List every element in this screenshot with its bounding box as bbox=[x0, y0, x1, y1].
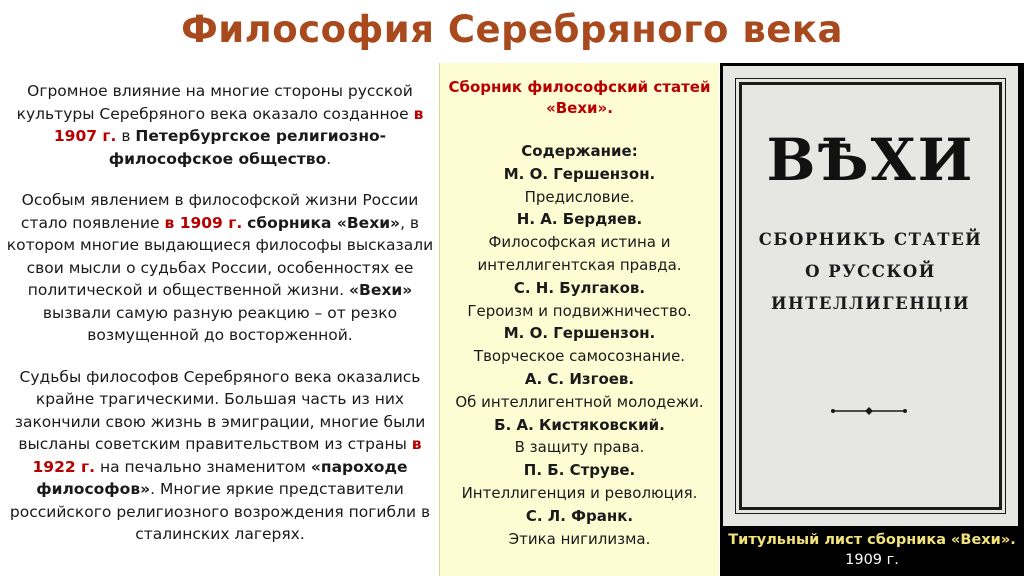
p2-text-1: Особым явлением в философской жизни России стало появление bbox=[20, 191, 419, 232]
p3-text-3: . Многие яркие представители российского религиозного возрождения погибли в сталинских лагерях. bbox=[9, 480, 431, 543]
contents-work: Героизм и подвижничество. bbox=[467, 301, 692, 320]
contents-list bbox=[440, 163, 719, 551]
cover-caption bbox=[720, 530, 1024, 570]
cover-subtitle-line: О РУССКОЙ bbox=[805, 262, 936, 281]
paragraph-2 bbox=[2, 189, 438, 347]
contents-work: Интеллигенция и революция. bbox=[461, 483, 698, 502]
p3-text-1: Судьбы философов Серебряного века оказались крайне трагическими. Большая часть из них закончили свою жизнь в эмиграции, многие были высланы советским правительством из страны bbox=[14, 367, 426, 453]
p2-text-3: , в котором многие выдающиеся философы высказали свои мысли о судьбах России, особенностях ее политической и общественной жизни. bbox=[6, 213, 434, 299]
contents-author: Б. А. Кистяковский. bbox=[494, 415, 665, 434]
contents-author: С. Л. Франк. bbox=[525, 506, 634, 525]
p2-collection-name: сборника «Вехи» bbox=[247, 213, 401, 232]
contents-heading: Сборник философский статей «Вехи». bbox=[448, 78, 711, 117]
cover-panel bbox=[720, 63, 1024, 576]
ornament-divider-icon bbox=[831, 407, 907, 415]
page-title: Философия Серебряного века bbox=[181, 8, 843, 51]
contents-author: А. С. Изгоев. bbox=[524, 369, 635, 388]
contents-work: В защиту права. bbox=[514, 438, 645, 457]
p3-steamer: «пароходе философов» bbox=[36, 457, 408, 498]
contents-work: Предисловие. bbox=[524, 187, 635, 206]
cover-subtitle-line: СБОРНИКЪ СТАТЕЙ bbox=[758, 230, 983, 249]
p3-text-2: на печально знаменитом bbox=[95, 457, 311, 476]
contents-work: Философская истина и интеллигентская правда. bbox=[477, 233, 682, 274]
cover-subtitle bbox=[723, 224, 1018, 320]
contents-label: Содержание: bbox=[521, 142, 638, 160]
contents-panel bbox=[439, 63, 719, 576]
contents-author: М. О. Гершензон. bbox=[503, 164, 656, 183]
contents-work: Творческое самосознание. bbox=[473, 347, 686, 366]
caption-year: 1909 г. bbox=[845, 552, 899, 568]
contents-work: Этика нигилизма. bbox=[508, 529, 651, 548]
p1-text-1: Огромное влияние на многие стороны русской культуры Серебряного века оказало созданное bbox=[16, 82, 414, 123]
p2-text-4: вызвали самую разную реакцию – от резко возмущенной до восторженной. bbox=[42, 303, 398, 344]
contents-author: Н. А. Бердяев. bbox=[516, 210, 643, 229]
contents-author: С. Н. Булгаков. bbox=[513, 278, 646, 297]
contents-work: Об интеллигентной молодежи. bbox=[455, 392, 704, 411]
p1-society-name: Петербургское религиозно-философское общество bbox=[108, 127, 387, 168]
p2-vekhi: «Вехи» bbox=[349, 281, 413, 299]
contents-author: П. Б. Струве. bbox=[523, 461, 636, 480]
paragraph-1 bbox=[2, 80, 438, 170]
p1-year: в 1907 г. bbox=[53, 104, 424, 145]
paragraph-3 bbox=[2, 366, 438, 546]
p1-text-2: в bbox=[116, 127, 136, 145]
left-text-column bbox=[2, 80, 438, 565]
cover-subtitle-line: ИНТЕЛЛИГЕНЦІИ bbox=[770, 294, 971, 313]
contents-author: М. О. Гершензон. bbox=[503, 324, 656, 343]
caption-title: Титульный лист сборника «Вехи». bbox=[728, 532, 1016, 548]
p2-year: в 1909 г. bbox=[164, 213, 243, 232]
p1-text-3: . bbox=[326, 149, 332, 168]
cover-title: ВѢХИ bbox=[766, 126, 975, 194]
p3-year: в 1922 г. bbox=[32, 435, 422, 476]
cover-image bbox=[723, 66, 1018, 526]
